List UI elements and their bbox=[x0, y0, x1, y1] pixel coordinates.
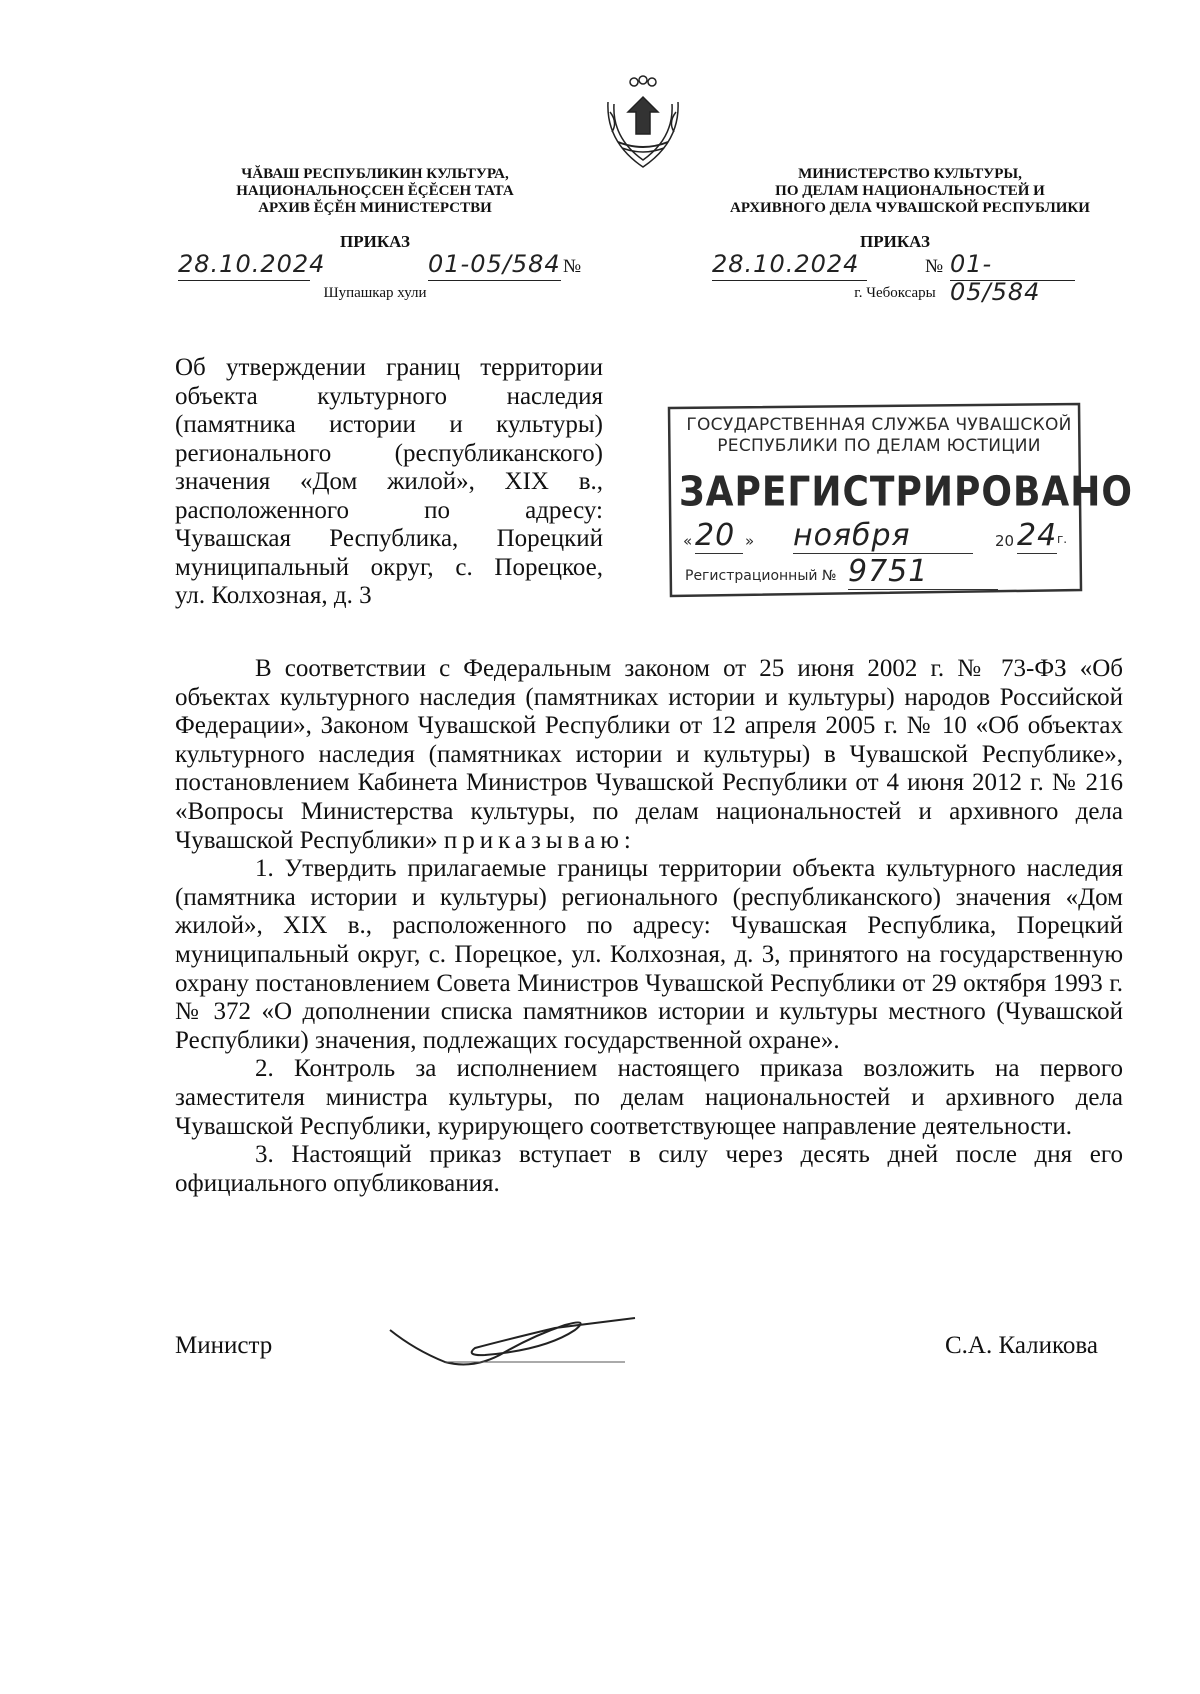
coat-of-arms-emblem bbox=[598, 72, 688, 172]
title-line: муниципальный округ, с. Порецкое, bbox=[175, 553, 603, 581]
left-number-handwritten: 01-05/584 bbox=[428, 250, 561, 278]
stamp-quote-close: » bbox=[745, 532, 755, 550]
header-right-ministry-name bbox=[690, 166, 1130, 217]
left-number-field bbox=[428, 250, 561, 281]
title-line: Чувашская Республика, Порецкий bbox=[175, 525, 603, 552]
order-word: приказываю: bbox=[443, 826, 636, 854]
title-line: ул. Колхозная, д. 3 bbox=[175, 582, 372, 609]
order-item-1: 1. Утвердить прилагаемые границы территории объекта культурного наследия (памятника истории и культуры) регионального (республиканского) значения «Дом жилой», XIX в., расположенного по адресу: Чувашская Республика, Порецкий муниципальный округ, с. Порецкое, ул. Колхозная, д. 3, принятого на государственную охрану постановлением Совета Министров Чувашской Республики от 29 октября 1993 г. № 372 «О дополнении списка памятников истории и культуры местного (Чувашской Республики) значения, подлежащих государственной охране». bbox=[175, 855, 1123, 1054]
stamp-agency-line2: РЕСПУБЛИКИ ПО ДЕЛАМ ЮСТИЦИИ bbox=[717, 436, 1041, 456]
title-line: (памятника истории и культуры) bbox=[175, 411, 603, 438]
right-date-field bbox=[712, 250, 867, 281]
order-body bbox=[175, 655, 1123, 1198]
handwritten-signature bbox=[385, 1300, 645, 1380]
header-left-ministry-name bbox=[205, 166, 545, 217]
header-right-line: АРХИВНОГО ДЕЛА ЧУВАШСКОЙ РЕСПУБЛИКИ bbox=[730, 200, 1090, 216]
left-number-sign: № bbox=[563, 256, 582, 277]
place-left: Шупашкар хули bbox=[323, 285, 427, 301]
stamp-quote-open: « bbox=[683, 532, 693, 550]
order-item-2: 2. Контроль за исполнением настоящего приказа возложить на первого заместителя министра культуры, по делам национальностей и архивного дела Чувашской Республики, курирующего соответствующее направление деятельности. bbox=[175, 1055, 1123, 1140]
title-line: значения «Дом жилой», XIX в., bbox=[175, 468, 603, 495]
order-item-3: 3. Настоящий приказ вступает в силу через десять дней после дня его официального опубликования. bbox=[175, 1141, 1123, 1197]
preamble-paragraph bbox=[175, 655, 1123, 855]
doc-type-left: ПРИКАЗ bbox=[340, 232, 410, 251]
right-number-field bbox=[950, 250, 1075, 306]
stamp-reg-label: Регистрационный № bbox=[685, 568, 837, 584]
title-line: Об утверждении границ территории bbox=[175, 354, 603, 381]
right-number-handwritten: 01-05/584 bbox=[950, 250, 1041, 306]
stamp-reg-number-handwritten: 9751 bbox=[848, 554, 998, 590]
header-left-line: АРХИВ ĔÇĔН МИНИСТЕРСТВИ bbox=[258, 200, 492, 216]
left-date-handwritten: 28.10.2024 bbox=[178, 250, 326, 278]
stamp-year-prefix: 20 bbox=[995, 532, 1015, 550]
stamp-year-handwritten: 24 bbox=[1017, 518, 1058, 553]
stamp-day-handwritten: 20 bbox=[695, 518, 743, 554]
title-line: регионального (республиканского) bbox=[175, 439, 603, 467]
order-title bbox=[175, 354, 603, 611]
stamp-month-handwritten: ноября bbox=[793, 518, 973, 554]
stamp-year-suffix: г. bbox=[1057, 532, 1068, 546]
stamp-status: ЗАРЕГИСТРИРОВАНО bbox=[679, 468, 1133, 517]
signatory-position: Министр bbox=[175, 1332, 273, 1359]
place-right: г. Чебоксары bbox=[854, 285, 936, 301]
signatory-name: С.А. Каликова bbox=[945, 1332, 1098, 1359]
title-line: расположенного по адресу: bbox=[175, 496, 603, 524]
title-line: объекта культурного наследия bbox=[175, 382, 603, 410]
right-number-sign: № bbox=[925, 256, 944, 277]
right-date-handwritten: 28.10.2024 bbox=[712, 250, 860, 278]
stamp-date-row bbox=[683, 518, 1073, 558]
stamp-reg-row bbox=[683, 554, 1073, 590]
header-right-line: МИНИСТЕРСТВО КУЛЬТУРЫ, bbox=[798, 166, 1022, 182]
preamble-text: В соответствии с Федеральным законом от 25 июня 2002 г. № 73-ФЗ «Об объектах культурного наследия (памятниках истории и культуры) народов Российской Федерации», Законом Чувашской Республики от 12 апреля 2005 г. № 10 «Об объектах культурного наследия (памятниках истории и культуры) в Чувашской Республике», постановлением Кабинета Министров Чувашской Республики от 4 июня 2012 г. № 216 «Вопросы Министерства культуры, по делам национальностей и архивного дела Чувашской Республики» bbox=[175, 655, 1123, 854]
doc-type-right: ПРИКАЗ bbox=[860, 232, 930, 251]
header-left-line: НАЦИОНАЛЬНОÇСЕН ĔÇĔСЕН ТАТА bbox=[236, 183, 514, 199]
header-left-line: ЧĂВАШ РЕСПУБЛИКИН КУЛЬТУРА, bbox=[241, 166, 509, 182]
registration-stamp bbox=[665, 400, 1133, 600]
stamp-agency-line1: ГОСУДАРСТВЕННАЯ СЛУЖБА ЧУВАШСКОЙ bbox=[686, 415, 1072, 435]
header-right-line: ПО ДЕЛАМ НАЦИОНАЛЬНОСТЕЙ И bbox=[775, 183, 1045, 199]
left-date-field bbox=[178, 250, 326, 281]
